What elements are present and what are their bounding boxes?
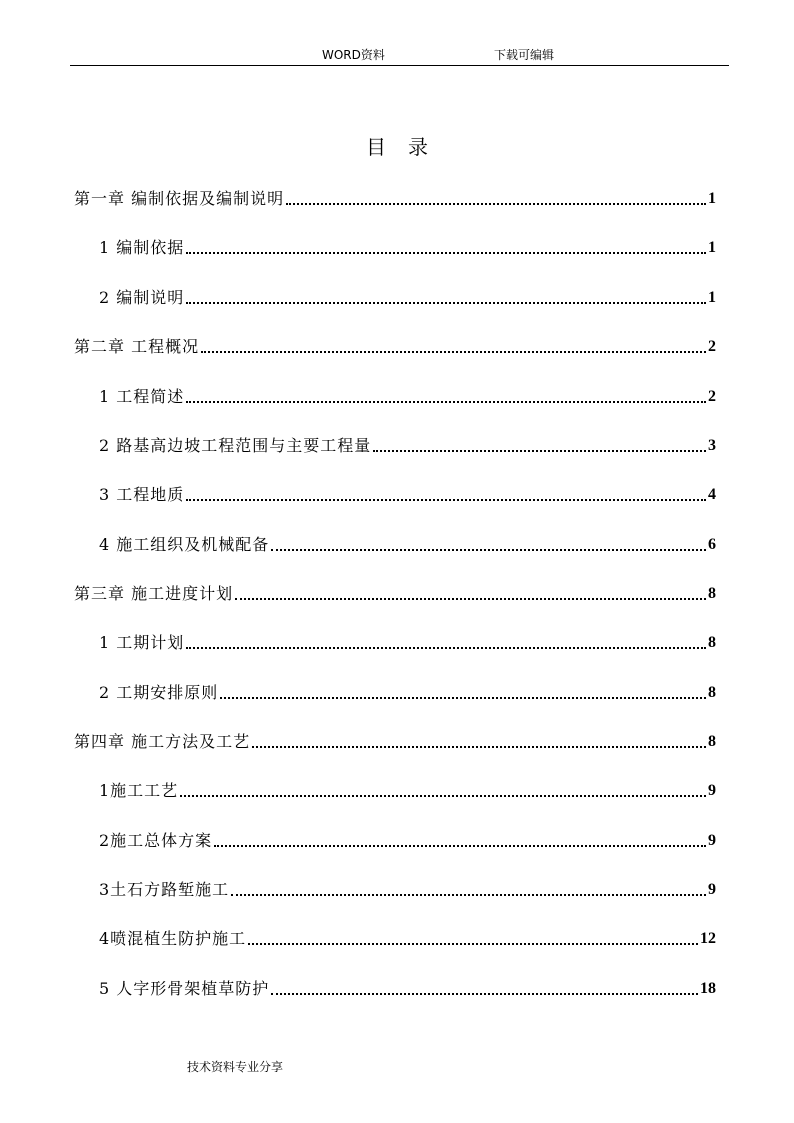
toc-page-number: 2: [708, 388, 716, 405]
toc-dot-leader: [271, 549, 706, 551]
toc-page-number: 8: [708, 733, 716, 750]
toc-entry-label: 2 工期安排原则: [99, 683, 219, 702]
toc-entry-section[interactable]: [99, 383, 716, 407]
toc-entry-label: 1施工工艺: [99, 781, 179, 800]
toc-dot-leader: [186, 499, 706, 501]
toc-dot-leader: [286, 203, 706, 205]
toc-page-number: 18: [700, 980, 716, 997]
toc-page-number: 12: [700, 930, 716, 947]
toc-page-number: 3: [708, 437, 716, 454]
toc-entry-label: 4 施工组织及机械配备: [99, 535, 270, 554]
header-left-text: WORD资料: [322, 48, 385, 62]
toc-entry-section[interactable]: [99, 925, 716, 949]
toc-entry-label: 2 编制说明: [99, 288, 185, 307]
toc-dot-leader: [231, 894, 706, 896]
toc-entry-label: 第四章 施工方法及工艺: [74, 732, 251, 751]
toc-page-number: 4: [708, 486, 716, 503]
toc-entry-chapter-4[interactable]: [74, 728, 716, 752]
toc-entry-section[interactable]: [99, 432, 716, 456]
toc-entry-label: 1 编制依据: [99, 238, 185, 257]
toc-entry-section[interactable]: [99, 975, 716, 999]
toc-page-number: 9: [708, 832, 716, 849]
toc-dot-leader: [271, 993, 698, 995]
toc-entry-label: 第三章 施工进度计划: [74, 584, 234, 603]
toc-title: 目录: [366, 135, 450, 159]
toc-entry-label: 2施工总体方案: [99, 831, 213, 850]
toc-entry-label: 2 路基高边坡工程范围与主要工程量: [99, 436, 372, 455]
toc-page-number: 8: [708, 585, 716, 602]
toc-page-number: 1: [708, 289, 716, 306]
toc-page-number: 1: [708, 239, 716, 256]
toc-entry-label: 3 工程地质: [99, 485, 185, 504]
toc-dot-leader: [252, 746, 706, 748]
toc-page-number: 1: [708, 190, 716, 207]
toc-dot-leader: [180, 795, 706, 797]
toc-entry-chapter-2[interactable]: [74, 333, 716, 357]
toc-dot-leader: [373, 450, 706, 452]
toc-entry-label: 第一章 编制依据及编制说明: [74, 189, 285, 208]
toc-entry-section[interactable]: [99, 531, 716, 555]
toc-dot-leader: [186, 647, 706, 649]
toc-dot-leader: [186, 302, 706, 304]
toc-entry-label: 1 工程简述: [99, 387, 185, 406]
toc-dot-leader: [214, 845, 706, 847]
footer-text: 技术资料专业分享: [187, 1060, 284, 1074]
toc-entry-section[interactable]: [99, 284, 716, 308]
toc-page-number: 8: [708, 684, 716, 701]
toc-entry-section[interactable]: [99, 629, 716, 653]
header-right-text: 下载可编辑: [494, 48, 555, 62]
toc-page-number: 2: [708, 338, 716, 355]
toc-entry-label: 4喷混植生防护施工: [99, 929, 247, 948]
toc-entry-label: 5 人字形骨架植草防护: [99, 979, 270, 998]
toc-page-number: 9: [708, 782, 716, 799]
toc-page-number: 6: [708, 536, 716, 553]
toc-dot-leader: [201, 351, 706, 353]
toc-entry-chapter-3[interactable]: [74, 580, 716, 604]
toc-page-number: 9: [708, 881, 716, 898]
toc-entry-section[interactable]: [99, 481, 716, 505]
toc-entry-section[interactable]: [99, 234, 716, 258]
toc-entry-label: 3土石方路堑施工: [99, 880, 230, 899]
toc-page-number: 8: [708, 634, 716, 651]
toc-dot-leader: [220, 697, 706, 699]
toc-dot-leader: [186, 252, 706, 254]
toc-entry-section[interactable]: [99, 777, 716, 801]
toc-dot-leader: [186, 401, 706, 403]
toc-dot-leader: [235, 598, 706, 600]
toc-dot-leader: [248, 943, 698, 945]
toc-entry-section[interactable]: [99, 679, 716, 703]
toc-entry-label: 第二章 工程概况: [74, 337, 200, 356]
header-divider: [70, 65, 729, 66]
toc-entry-section[interactable]: [99, 876, 716, 900]
toc-entry-chapter-1[interactable]: [74, 185, 716, 209]
toc-entry-section[interactable]: [99, 827, 716, 851]
toc-entry-label: 1 工期计划: [99, 633, 185, 652]
